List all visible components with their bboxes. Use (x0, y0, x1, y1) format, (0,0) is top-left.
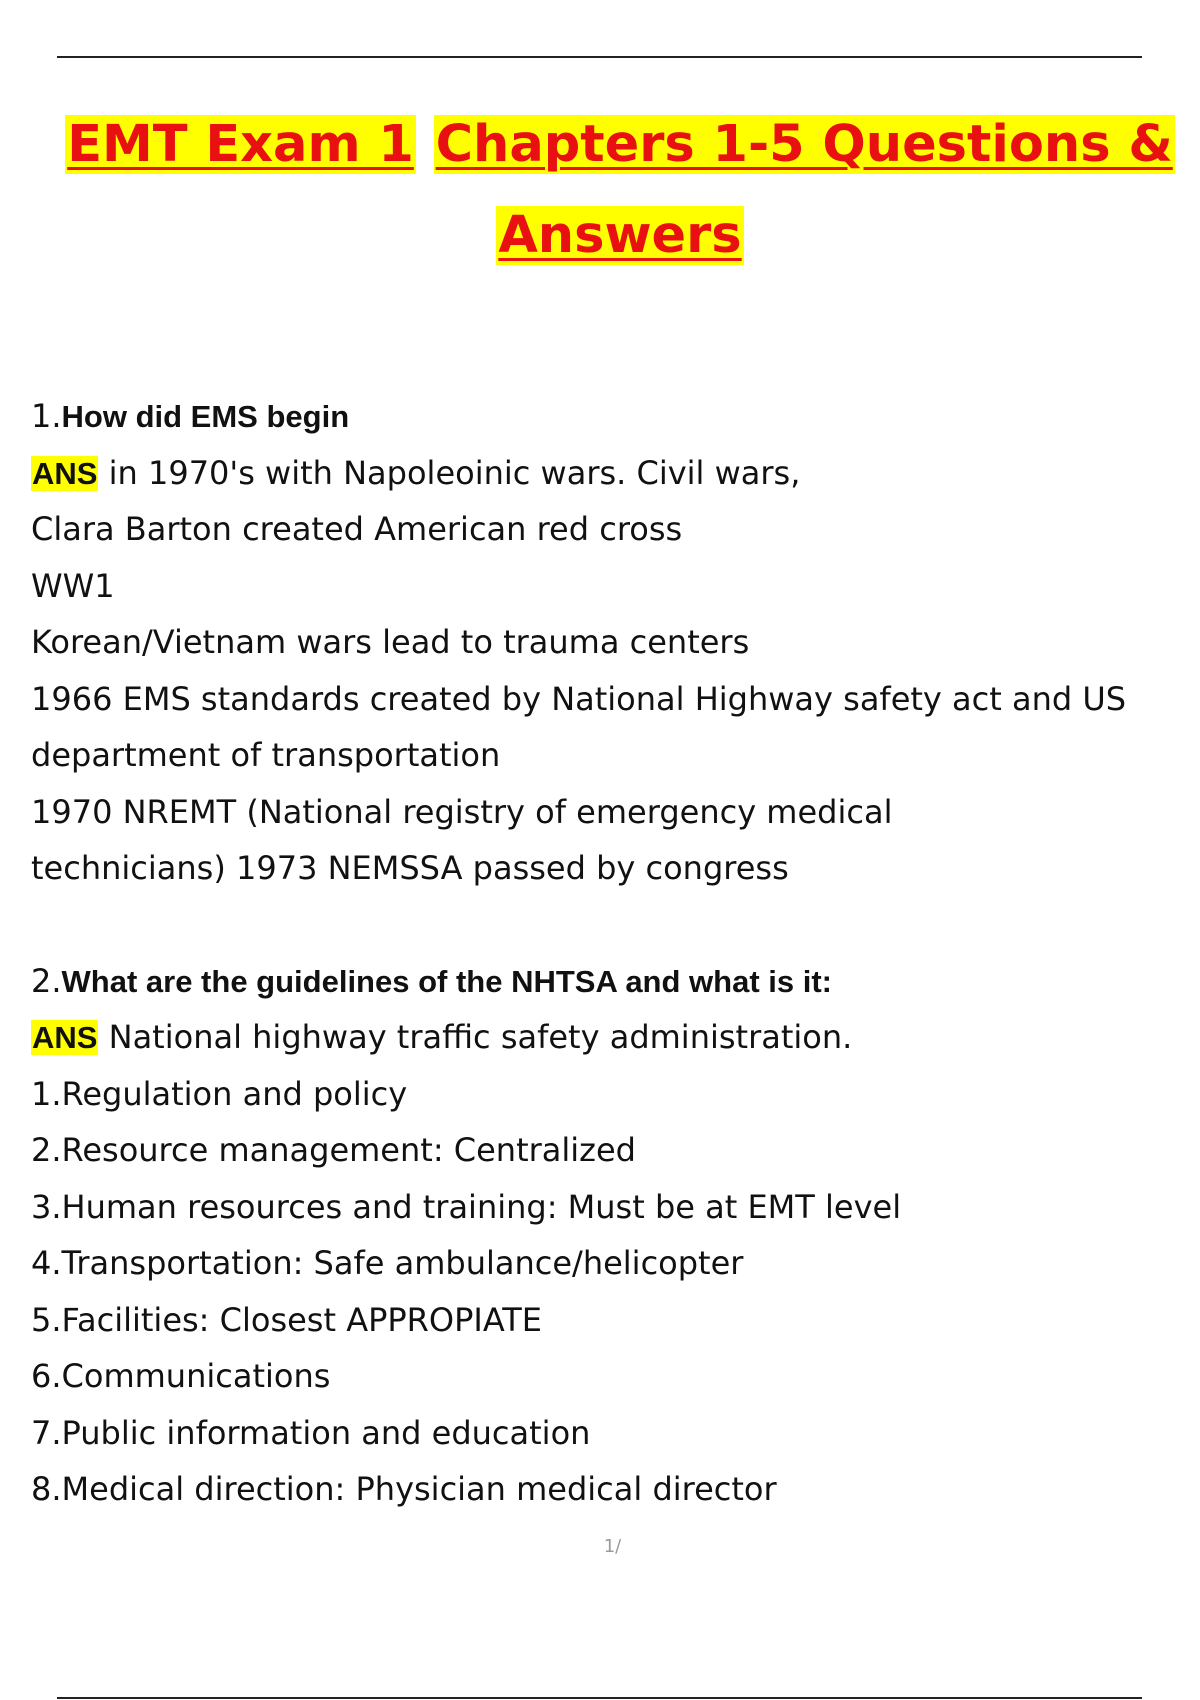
question-number: 2. (31, 961, 62, 1000)
answer-2-line-3: 2.Resource management: Centralized (31, 1131, 636, 1169)
answer-1-line-5: 1966 EMS standards created by National Highway safety act and US (31, 679, 1127, 718)
ans-label: ANS (32, 455, 98, 491)
document-title (40, 100, 1200, 190)
question-number: 1. (31, 397, 62, 435)
answer-2-line-5: 4.Transportation: Safe ambulance/helicopter (31, 1244, 744, 1282)
answer-1-line-4: Korean/Vietnam wars lead to trauma centers (31, 623, 750, 661)
question-1 (31, 388, 1161, 445)
answer-1-line-1 (31, 445, 1161, 502)
answer-2-line-7: 6.Communications (31, 1357, 331, 1395)
question-text: How did EMS begin (61, 399, 350, 434)
answer-text: National highway traffic safety administration. (108, 1018, 853, 1056)
answer-2-line-2: 1.Regulation and policy (31, 1074, 408, 1113)
answer-1-line-3: WW1 (31, 566, 115, 605)
answer-2-line-6: 5.Facilities: Closest APPROPIATE (31, 1300, 542, 1339)
answer-2-line-1 (31, 1009, 1161, 1066)
answer-2-line-9: 8.Medical direction: Physician medical director (31, 1470, 777, 1508)
page-number: 1/ (603, 1536, 622, 1557)
title-part-3: Answers (498, 206, 742, 265)
answer-1-line-2: Clara Barton created American red cross (31, 510, 683, 548)
answer-1-line-7: 1970 NREMT (National registry of emergency medical (31, 792, 893, 831)
question-text: What are the guidelines of the NHTSA and what is it: (61, 963, 832, 999)
top-divider (57, 56, 1142, 58)
title-part-1: EMT Exam 1 (67, 115, 414, 174)
answer-text: in 1970's with Napoleoinic wars. Civil wars, (108, 453, 801, 492)
answer-1-line-8: technicians) 1973 NEMSSA passed by congress (31, 849, 789, 887)
document-title-line-2 (40, 191, 1200, 281)
title-part-2: Chapters 1-5 Questions & (435, 115, 1173, 174)
qa-content (31, 388, 1161, 1518)
bottom-divider (57, 1697, 1142, 1699)
section-gap (31, 897, 1161, 953)
question-2 (31, 953, 1161, 1010)
answer-2-line-8: 7.Public information and education (31, 1413, 591, 1452)
answer-2-line-4: 3.Human resources and training: Must be at EMT level (31, 1187, 902, 1226)
answer-1-line-6: department of transportation (31, 736, 501, 774)
ans-label: ANS (32, 1020, 98, 1055)
